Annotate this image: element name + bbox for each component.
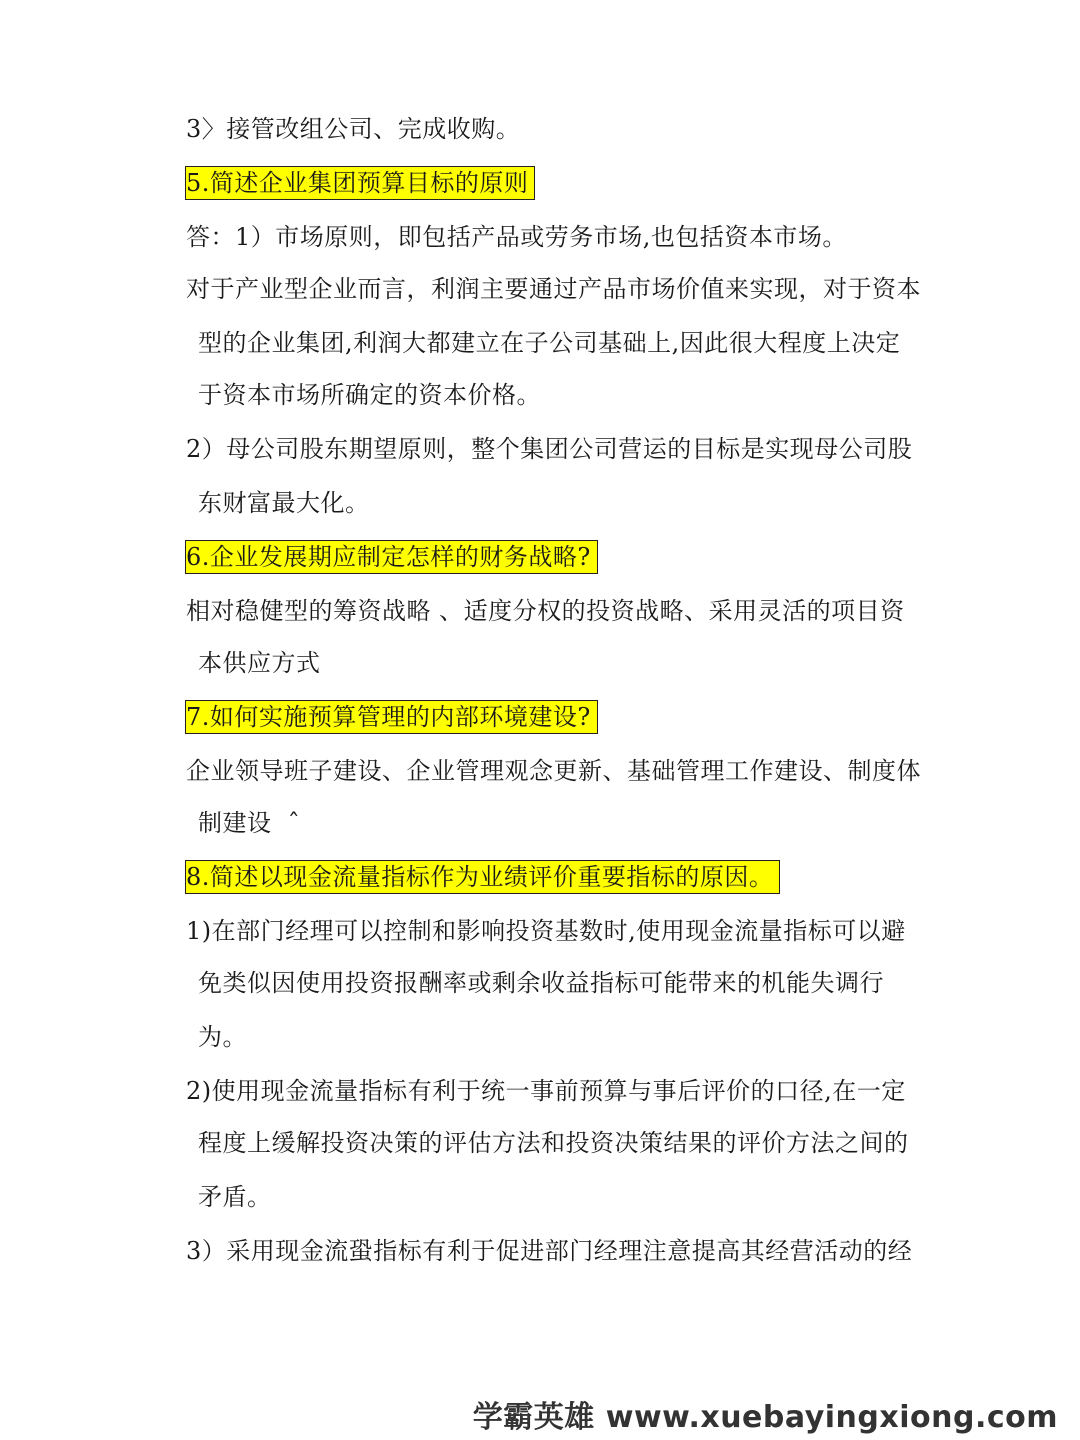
text-line-7: 2）母公司股东期望原则，整个集团公司营运的目标是实现母公司股 <box>186 435 913 463</box>
text-line-16: 1)在部门经理可以控制和影响投资基数时,使用现金流量指标可以避 <box>186 917 906 945</box>
text-line-4: 对于产业型企业而言，利润主要通过产品市场价值来实现，对于资本 <box>186 275 921 303</box>
text-line-20: 程度上缓解投资决策的评估方法和投资决策结果的评价方法之间的 <box>198 1129 909 1157</box>
text-line-10: 相对稳健型的筹资战略 、适度分权的投资战略、采用灵活的项目资 <box>186 597 905 625</box>
site-watermark: 学霸英雄 www.xuebayingxiong.com <box>472 1400 1058 1435</box>
question-7-heading <box>186 700 597 734</box>
highlighted-heading: 6.企业发展期应制定怎样的财务战略? <box>186 541 597 573</box>
highlighted-heading: 5.简述企业集团预算目标的原则 <box>186 167 534 199</box>
highlighted-heading: 7.如何实施预算管理的内部环境建设? <box>186 701 597 733</box>
highlighted-heading: 8.简述以现金流量指标作为业绩评价重要指标的原因。 <box>186 861 779 893</box>
text-line-5: 型的企业集团,利润大都建立在子公司基础上,因此很大程度上决定 <box>198 329 901 357</box>
text-line-11: 本供应方式 <box>198 649 321 677</box>
text-line-22: 3）采用现金流蛩指标有利于促进部门经理注意提高其经营活动的经 <box>186 1237 913 1265</box>
text-line-19: 2)使用现金流量指标有利于统一事前预算与事后评价的口径,在一定 <box>186 1077 906 1105</box>
question-5-heading <box>186 166 534 200</box>
text-line-8: 东财富最大化。 <box>198 489 370 517</box>
text-line-14: 制建设 ˆ <box>198 809 301 837</box>
text-line-3: 答：1）市场原则，即包括产品或劳务市场,也包括资本市场。 <box>186 223 847 251</box>
text-line-6: 于资本市场所确定的资本价格。 <box>198 381 541 409</box>
question-6-heading <box>186 540 597 574</box>
text-line-13: 企业领导班子建设、企业管理观念更新、基础管理工作建设、制度体 <box>186 757 921 785</box>
question-8-heading <box>186 860 779 894</box>
text-line-21: 矛盾。 <box>198 1183 272 1211</box>
text-line-17: 免类似因使用投资报酬率或剩余收益指标可能带来的机能失调行 <box>198 969 884 997</box>
text-line-1: 3〉接管改组公司、完成收购。 <box>186 115 521 143</box>
text-line-18: 为。 <box>198 1023 247 1051</box>
